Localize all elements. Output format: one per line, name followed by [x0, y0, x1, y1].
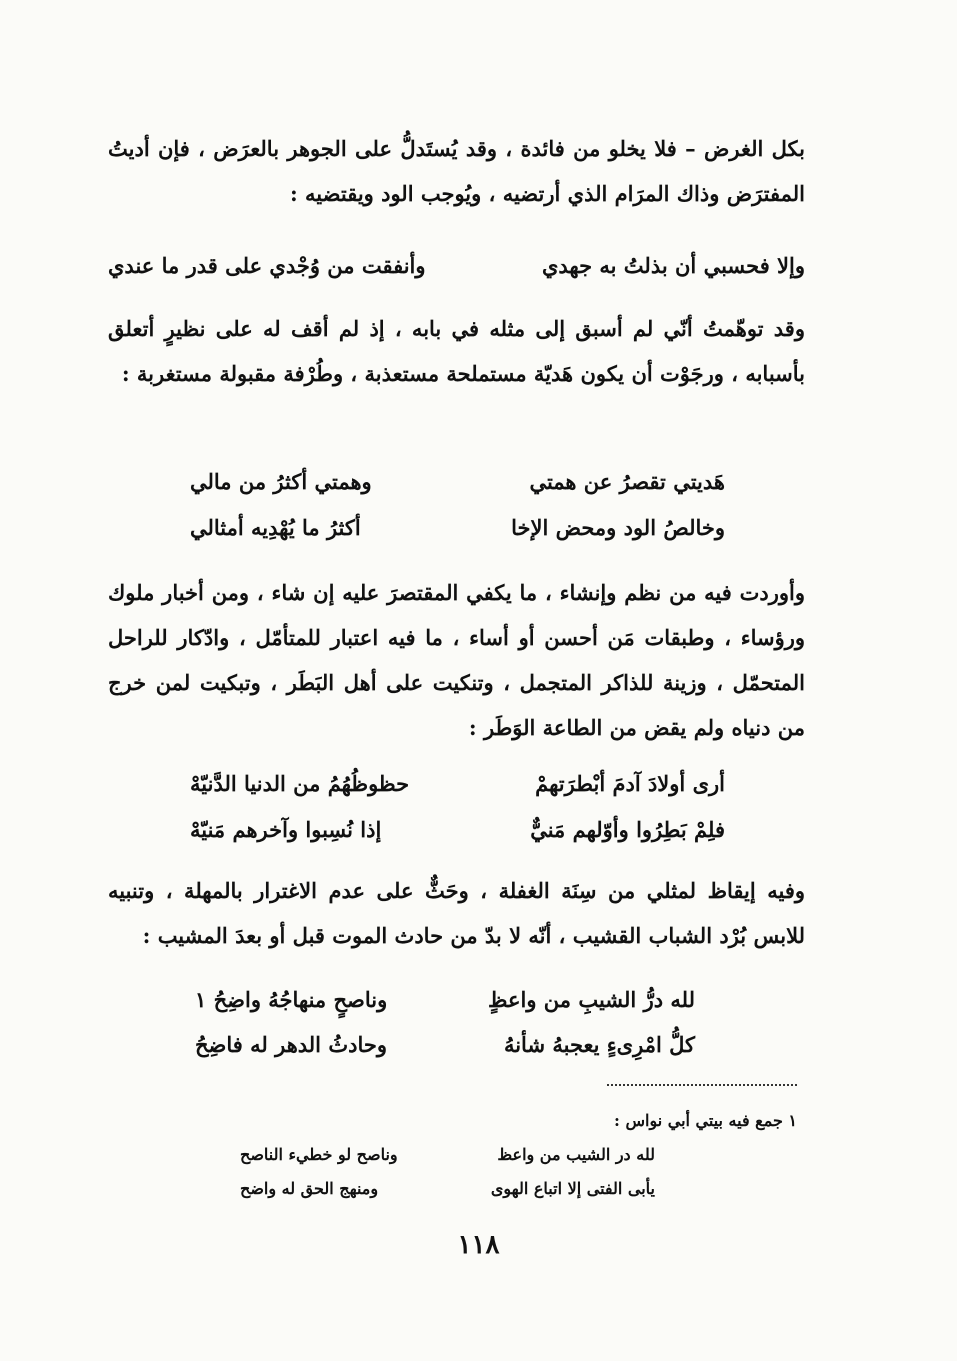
verse-7-second-hemistich: وحادثُ الدهر له فاضِحُ — [195, 1032, 387, 1057]
verse-2-second-hemistich: وهمتي أكثرُ من مالي — [190, 469, 372, 494]
verse-2-first-hemistich: هَديتي تقصرُ عن همتي — [529, 469, 725, 494]
paragraph-3: وأوردت فيه من نظم وإنشاء ، ما يكفي المقتصرَ عليه إن شاء ، ومن أخبار ملوك ورؤساء ، وطبقات مَن أحسن أو أساء ، ما فيه اعتبار للمتأمّل ، وادّكار للراحل المتحمّل ، وزينة للذاكر المتجمل ، وتنكيت على أهل البَطَر ، وتبكيت لمن خرج من دنياه ولم يقض من الطاعة الوَطَر : — [108, 580, 805, 740]
verse-line-5 — [190, 810, 725, 850]
paragraph-2: وقد توهّمتُ أنّي لم أسبق إلى مثله في بابه ، إذ لم أقف له على نظيرٍ أتعلق بأسبابه ، ورجَوْت أن يكون هَديّة مستملحة مستعذبة ، وطُرْفة مقبولة مستغربة : — [108, 316, 805, 386]
footnote-verse-2-first-hemistich: يأبى الفتى إلا اتباع الهوى — [490, 1179, 655, 1198]
verse-line-3 — [190, 508, 725, 548]
verse-4-first-hemistich: أرى أولادَ آدمَ أبْطرَتهمْ — [535, 771, 725, 796]
verse-4-second-hemistich: حظوظُهُمُ من الدنيا الدَّنيّهْ — [190, 771, 410, 796]
footnote-divider — [607, 1084, 797, 1086]
paragraph-1: بكل الغرض – فلا يخلو من فائدة ، وقد يُستَدلُّ على الجوهر بالعرَض ، فإن أديتُ المفترَض وذاك المرَام الذي أرتضيه ، ويُوجب الود ويقتضيه : — [108, 136, 805, 206]
verse-line-2 — [190, 462, 725, 502]
footnote-verse-2-second-hemistich: ومنهج الحق له واضح — [240, 1179, 379, 1198]
footnote-verse-1-first-hemistich: لله در الشيب من واعظ — [497, 1145, 655, 1164]
verse-5-first-hemistich: فلِمْ بَطِرُوا وأوّلهم مَنيٌّ — [530, 817, 725, 842]
footnote-verse-2 — [240, 1174, 655, 1204]
verse-line-1 — [108, 246, 805, 286]
verse-6-first-hemistich: لله درُّ الشيبِ من واعظٍ — [488, 987, 695, 1012]
verse-5-second-hemistich: إذا نُسِبوا وآخرهم مَنيّهْ — [190, 817, 382, 842]
verse-line-7 — [195, 1025, 695, 1065]
verse-3-second-hemistich: أكثرُ ما يُهْدِيه أمثالي — [190, 515, 361, 540]
verse-line-6 — [195, 980, 695, 1020]
paragraph-4: وفيه إيقاظ لمثلي من سِنَة الغفلة ، وحَثٌّ على عدم الاغترار بالمهلة ، وتنبيه للابس بُرْد الشباب القشيب ، أنّه لا بدّ من حادث الموت قبل أو بعدَ المشيب : — [108, 878, 805, 948]
footnote-verse-1 — [240, 1140, 655, 1170]
footnote-verse-1-second-hemistich: وناصح لو خطيء الناصح — [240, 1145, 398, 1164]
verse-line-4 — [190, 764, 725, 804]
verse-6-second-hemistich: وناصحٍ منهاجُهُ واضِحُ ١ — [195, 987, 388, 1012]
verse-1-first-hemistich: وإلا فحسبي أن بذلتُ به جهدي — [541, 253, 805, 278]
verse-3-first-hemistich: وخالصُ الود ومحض الإخا — [511, 515, 725, 540]
footnote-intro: ١ جمع فيه بيتي أبي نواس : — [613, 1111, 797, 1130]
page-number: ١١٨ — [457, 1230, 500, 1260]
verse-1-second-hemistich: وأنفقت من وُجْدي على قدر ما عندي — [108, 253, 426, 278]
verse-7-first-hemistich: كلُّ امْرِىءٍ يعجبهُ شأنهُ — [503, 1032, 695, 1057]
